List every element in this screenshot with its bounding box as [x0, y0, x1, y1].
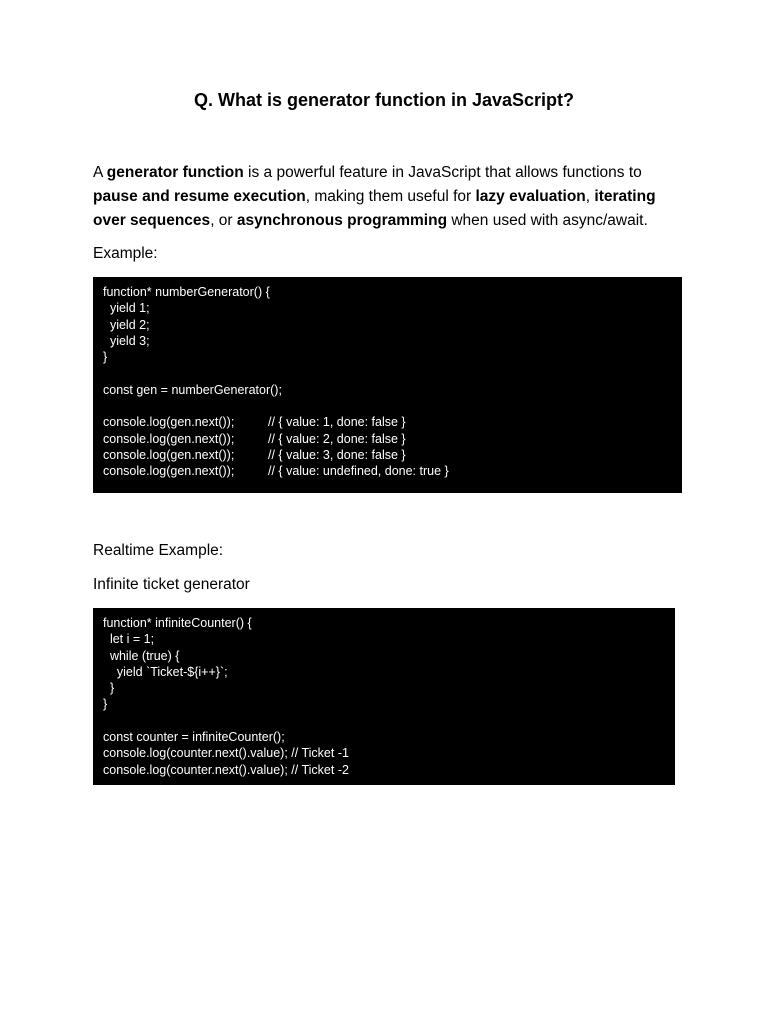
intro-text: is a powerful feature in JavaScript that allows functions to — [243, 164, 642, 181]
code-line-with-comment — [103, 414, 672, 430]
code-statement: console.log(gen.next()); — [103, 447, 235, 462]
code-line: } — [103, 681, 115, 696]
intro-bold-text: generator function — [106, 164, 244, 181]
code-line: } — [103, 350, 108, 365]
example-label: Example: — [93, 245, 158, 262]
code-line: while (true) { — [103, 648, 180, 663]
code-line: console.log(counter.next().value); // Ticket -2 — [103, 762, 349, 777]
code-line-with-comment — [103, 447, 672, 463]
intro-text: , or — [210, 212, 237, 229]
intro-bold-text: pause and resume execution — [93, 188, 306, 205]
code-line: const gen = numberGenerator(); — [103, 382, 282, 397]
code-line-with-comment — [103, 431, 672, 447]
intro-bold-text: asynchronous programming — [236, 212, 448, 229]
intro-bold-text: lazy evaluation — [475, 188, 586, 205]
intro-text: A — [93, 164, 107, 181]
code-line: function* infiniteCounter() { — [103, 616, 252, 630]
code-line — [103, 713, 665, 729]
code-statement: console.log(gen.next()); — [103, 431, 235, 446]
code-line — [103, 365, 672, 381]
code-statement: console.log(gen.next()); — [103, 464, 235, 479]
code-block-example — [93, 277, 682, 493]
code-block-realtime — [93, 608, 675, 785]
intro-text: , — [585, 188, 595, 205]
intro-text: , making them useful for — [305, 188, 476, 205]
code-line: } — [103, 697, 108, 712]
intro-paragraph — [93, 161, 683, 233]
code-line: function* numberGenerator() { — [103, 285, 270, 299]
code-comment: // { value: 2, done: false } — [268, 431, 406, 446]
code-line: yield 3; — [103, 333, 150, 348]
realtime-sublabel: Infinite ticket generator — [93, 576, 250, 593]
page-title: Q. What is generator function in JavaScript? — [193, 90, 575, 110]
code-line-with-comment — [103, 463, 672, 479]
code-comment: // { value: 1, done: false } — [268, 415, 406, 430]
code-comment: // { value: 3, done: false } — [268, 447, 406, 462]
code-comment: // { value: undefined, done: true } — [268, 464, 449, 479]
code-line: console.log(counter.next().value); // Ticket -1 — [103, 746, 349, 761]
code-line: yield 1; — [103, 301, 150, 316]
intro-bold-text: iterating over sequences — [93, 188, 656, 229]
realtime-label: Realtime Example: — [93, 542, 224, 559]
code-statement: console.log(gen.next()); — [103, 415, 235, 430]
code-line: yield 2; — [103, 317, 150, 332]
code-line: let i = 1; — [103, 632, 155, 647]
code-line: yield `Ticket-${i++}`; — [103, 664, 228, 679]
code-line — [103, 398, 672, 414]
intro-text: when used with async/await. — [447, 212, 648, 229]
code-line: const counter = infiniteCounter(); — [103, 730, 285, 745]
